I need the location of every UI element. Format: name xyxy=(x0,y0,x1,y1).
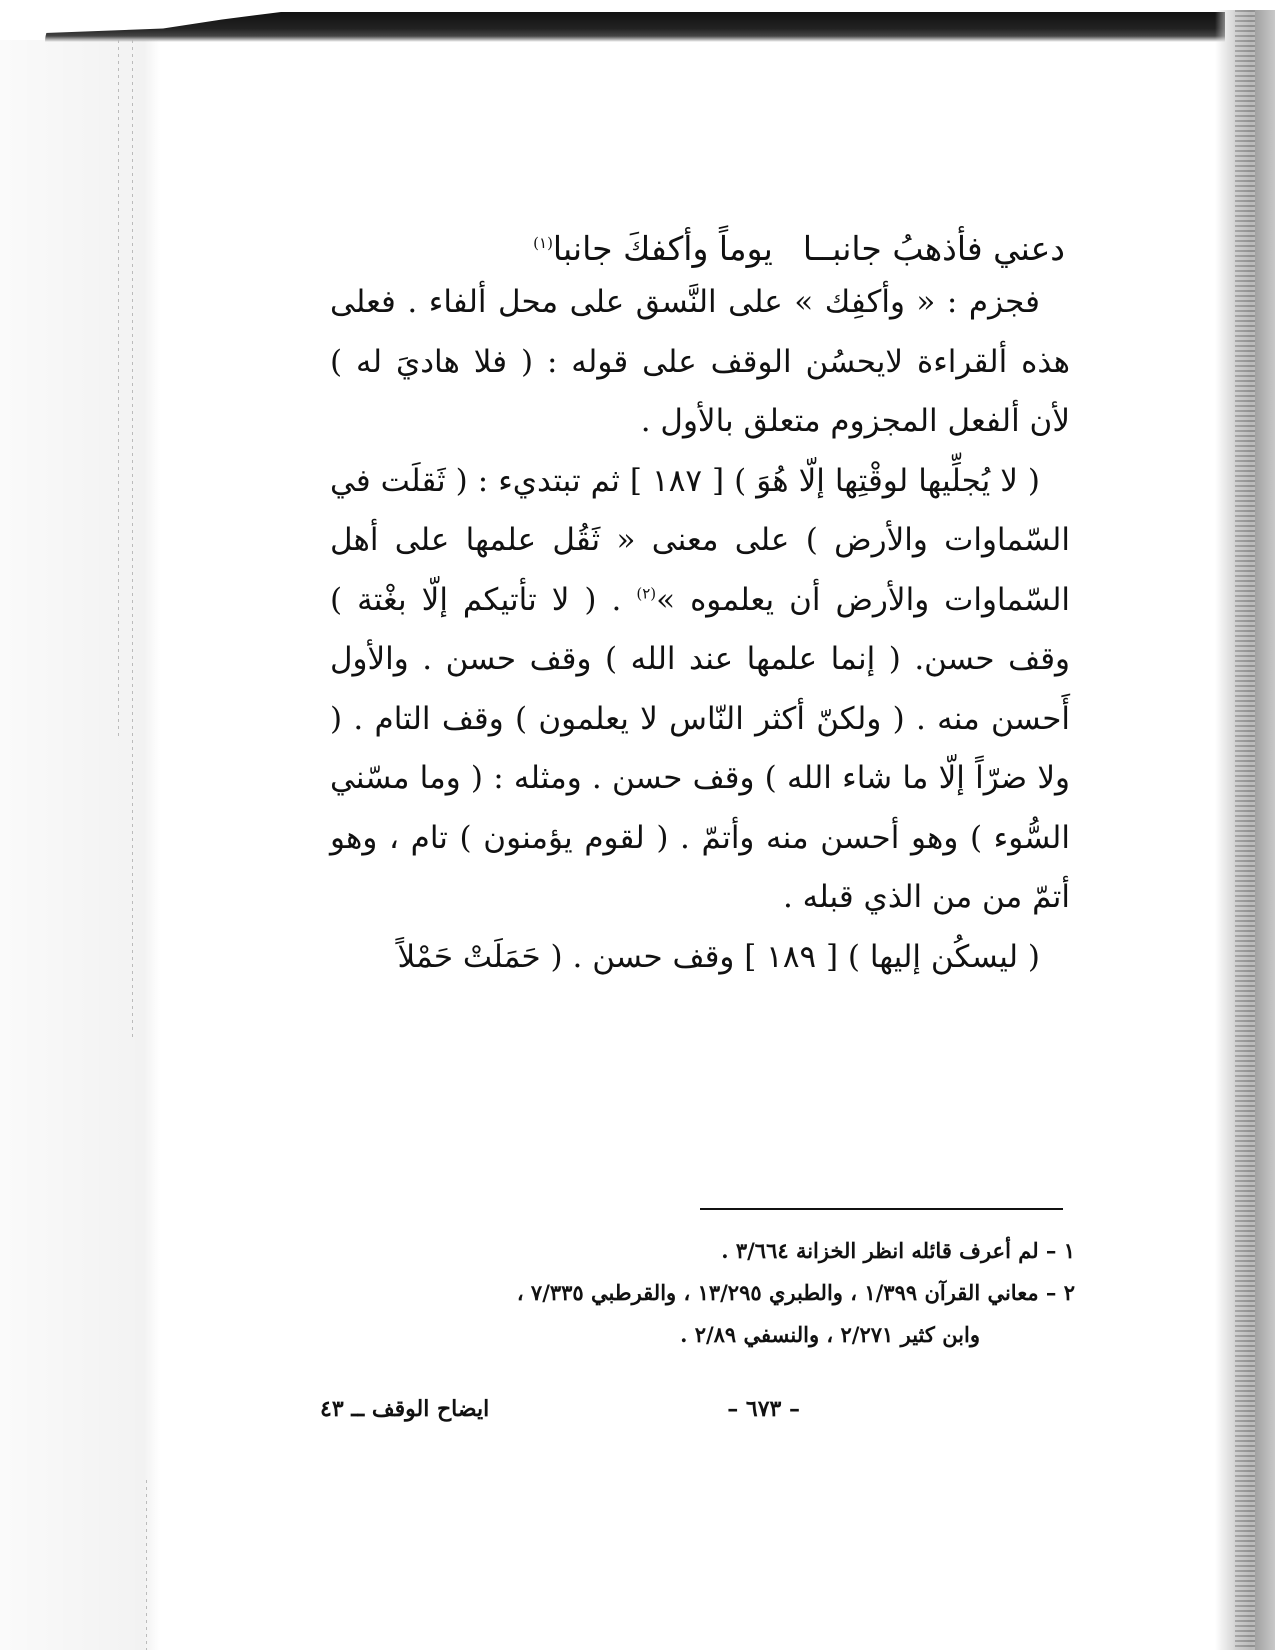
scan-left-shadow xyxy=(0,40,160,1650)
paragraph-2-part-2: . ( لا تأتيكم إلّا بغْتة ) وقف حسن. ( إنما علمها عند الله ) وقف حسن . والأول أَحسن منه . ( ولكنّ أكثر النّاس لا يعلمون ) وقف التام . ( ولا ضرّاً إلّا ما شاء الله ) وقف حسن . ومثله : ( وما مسّني السُّوء ) وهو أحسن منه وأتمّ . ( لقوم يؤمنون ) تام ، وهو أتمّ من من الذي قبله . xyxy=(330,581,1070,915)
paragraph-1: فجزم : « وأكفِك » على النَّسق على محل ألفاء . فعلى هذه ألقراءة لايحسُن الوقف على قوله : ( فلا هاديَ له ) لأن ألفعل المجزوم متعلق بالأول . xyxy=(330,284,1070,439)
scan-top-edge xyxy=(45,12,1225,42)
scan-left-streak xyxy=(132,40,133,1040)
page-number: – ٦٧٣ – xyxy=(727,1396,800,1422)
footnote-2-continuation: وابن كثير ٢/٢٧١ ، والنسفي ٢/٨٩ . xyxy=(680,1322,980,1347)
footnote-2: ٢ – معاني القرآن ١/٣٩٩ ، والطبري ١٣/٢٩٥ ، والقرطبي ٧/٣٣٥ ، xyxy=(516,1280,1075,1305)
footnotes xyxy=(330,1230,1075,1356)
paragraph-2 xyxy=(330,452,1070,928)
scan-right-edge xyxy=(1215,10,1275,1650)
footnote-marker-1: (١) xyxy=(533,234,553,252)
footnote-divider xyxy=(700,1208,1063,1210)
scan-left-streak xyxy=(146,1480,147,1650)
paragraph-2-part-1: ( لا يُجلِّيها لوقْتِها إلّا هُوَ ) [ ١٨٧ ] ثم تبتديء : ( ثَقلَت في السّماوات والأرض ) على معنى « ثَقُل علمها على أهل السّماوات والأرض أن يعلموه » xyxy=(330,462,1071,618)
scan-left-streak xyxy=(118,40,119,740)
running-title: ايضاح الوقف ــ ٤٣ xyxy=(320,1396,490,1422)
page-footer xyxy=(300,1396,860,1436)
footnote-marker-2: (٢) xyxy=(636,584,657,603)
verse-hemistich-first: دعني فأذهبُ جانبــا xyxy=(802,229,1065,268)
page-body xyxy=(330,225,1070,987)
poetry-verse xyxy=(330,225,1070,273)
paragraph-3: ( ليسكُن إليها ) [ ١٨٩ ] وقف حسن . ( حَمَلَتْ حَمْلاً xyxy=(397,938,1040,975)
footnote-1: ١ – لم أعرف قائله انظر الخزانة ٣/٦٦٤ . xyxy=(721,1238,1075,1263)
verse-hemistich-second: يوماً وأكفكَ جانبا xyxy=(552,229,773,268)
